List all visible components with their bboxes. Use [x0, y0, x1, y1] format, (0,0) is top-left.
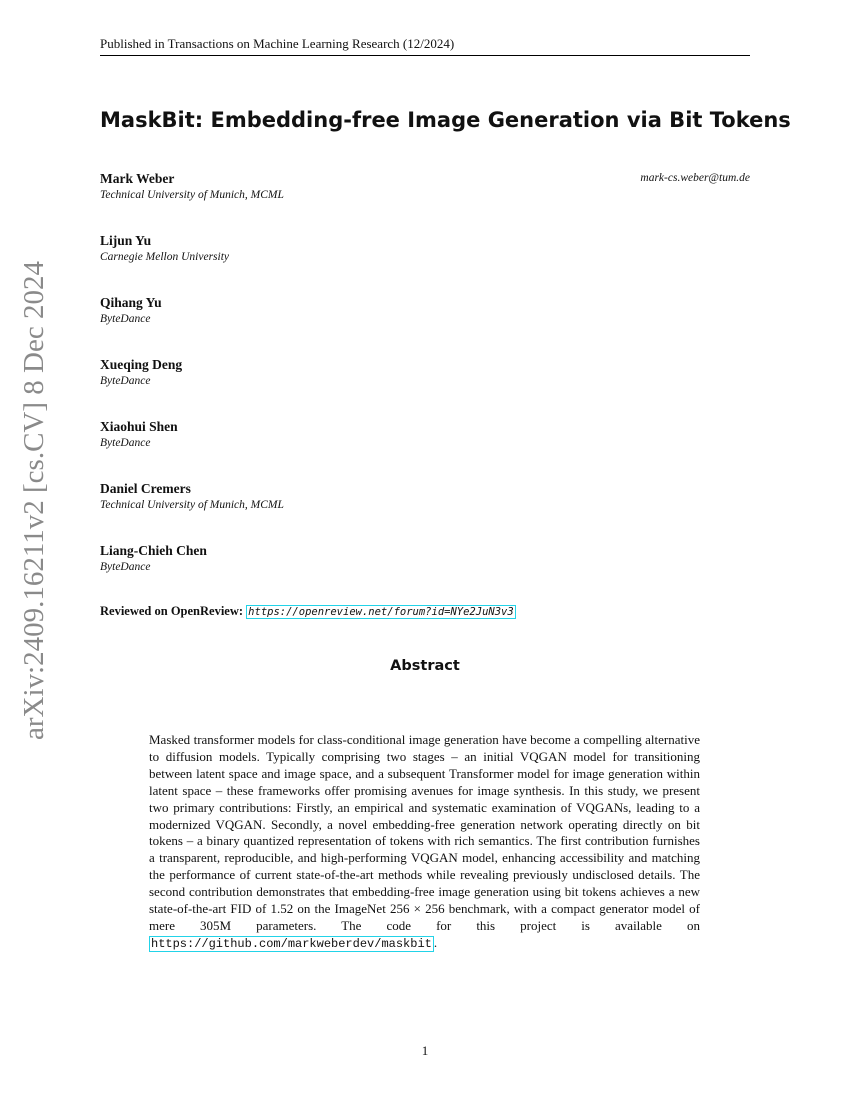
abstract-end: . — [433, 934, 438, 950]
author-name: Xueqing Deng — [100, 357, 183, 372]
openreview-link[interactable]: https://openreview.net/forum?id=NYe2JuN3v3 — [248, 606, 514, 618]
author-affiliation: Technical University of Munich, MCML — [100, 499, 284, 511]
author-name: Daniel Cremers — [100, 481, 191, 496]
author-name: Mark Weber — [100, 171, 175, 186]
author-block — [100, 171, 750, 201]
author-name: Liang-Chieh Chen — [100, 543, 207, 558]
author-affiliation: Technical University of Munich, MCML — [100, 189, 284, 201]
author-name: Qihang Yu — [100, 295, 162, 310]
abstract-text: Masked transformer models for class-conditional image generation have become a compelling alternative to diffusion models. Typically comprising two stages – an initial VQGAN model for transitioning between latent space and image space, and a subsequent Transformer model for image generation within latent space – these frameworks offer promising avenues for image synthesis. In this study, we present two primary contributions: Firstly, an empirical and systematic examination of VQGANs, leading to a modernized VQGAN. Secondly, a novel embedding-free generation network operating directly on bit tokens – a binary quantized representation of tokens with rich semantics. The first contribution furnishes a transparent, reproducible, and high-performing VQGAN model, enhancing accessibility and matching the performance of current state-of-the-art methods while revealing previously undisclosed details. The second contribution demonstrates that embedding-free image generation using bit tokens achieves a new state-of-the-art FID of 1.52 on the ImageNet 256 × 256 benchmark, with a compact generator model of mere 305M parameters. The code for this project is available on — [149, 732, 700, 933]
author-block — [100, 481, 750, 511]
author-affiliation: ByteDance — [100, 375, 151, 387]
author-affiliation: ByteDance — [100, 437, 151, 449]
abstract-heading: Abstract — [390, 658, 460, 674]
author-block — [100, 357, 750, 387]
paper-title: MaskBit: Embedding-free Image Generation via Bit Tokens — [100, 108, 791, 132]
running-head: Published in Transactions on Machine Learning Research (12/2024) — [100, 36, 750, 56]
author-affiliation: Carnegie Mellon University — [100, 251, 230, 263]
author-name: Lijun Yu — [100, 233, 152, 248]
author-affiliation: ByteDance — [100, 313, 151, 325]
author-affiliation: ByteDance — [100, 561, 151, 573]
page-number: 1 — [421, 1043, 429, 1058]
author-block — [100, 543, 750, 573]
author-block — [100, 419, 750, 449]
author-block — [100, 295, 750, 325]
abstract-body — [149, 732, 700, 953]
author-email: mark-cs.weber@tum.de — [640, 172, 750, 184]
code-link[interactable]: https://github.com/markweberdev/maskbit — [151, 936, 432, 951]
openreview-line — [100, 604, 516, 619]
arxiv-stamp: arXiv:2409.16211v2 [cs.CV] 8 Dec 2024 — [18, 261, 50, 740]
author-name: Xiaohui Shen — [100, 419, 178, 434]
openreview-label: Reviewed on OpenReview: — [100, 604, 244, 618]
author-block — [100, 233, 750, 263]
